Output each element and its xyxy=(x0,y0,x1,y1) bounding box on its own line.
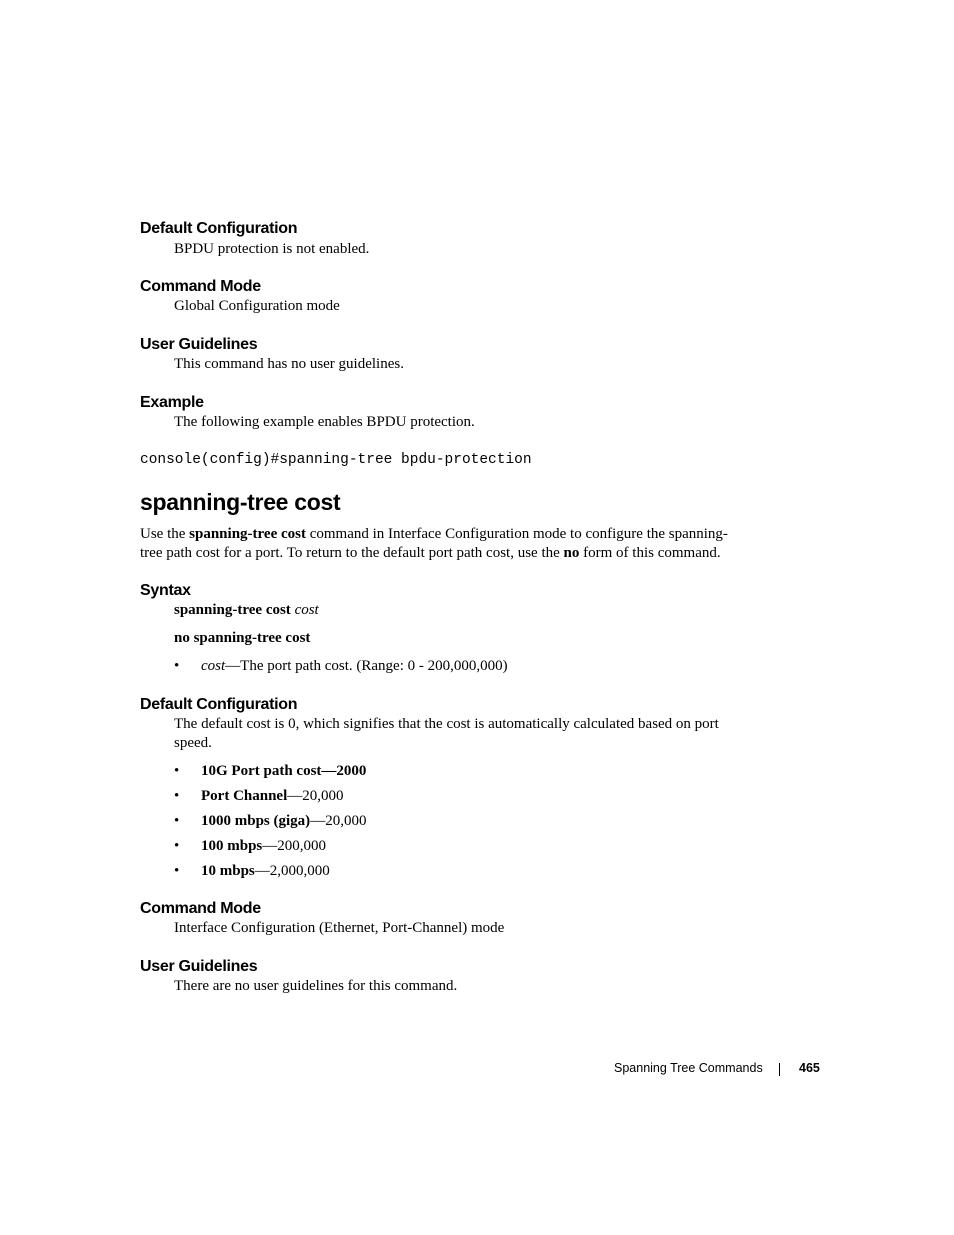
command-mode-heading-2: Command Mode xyxy=(140,900,261,917)
user-guidelines-text-2: There are no user guidelines for this command. xyxy=(174,978,458,994)
syntax-line-1: spanning-tree cost cost xyxy=(174,602,319,618)
bullet: • xyxy=(174,813,180,829)
example-code: console(config)#spanning-tree bpdu-protection xyxy=(140,452,532,468)
list-item: 1000 mbps (giga)—20,000 xyxy=(201,813,367,829)
user-guidelines-text-1: This command has no user guidelines. xyxy=(174,356,404,372)
page-number: 465 xyxy=(799,1061,820,1075)
default-config-heading-2: Default Configuration xyxy=(140,696,298,713)
list-item: 10G Port path cost—2000 xyxy=(201,763,367,779)
command-title: spanning-tree cost xyxy=(140,489,341,515)
command-mode-heading-1: Command Mode xyxy=(140,278,261,295)
example-heading: Example xyxy=(140,394,204,411)
syntax-param-desc: cost—The port path cost. (Range: 0 - 200,000,000) xyxy=(201,658,508,674)
intro-line-1: Use the spanning-tree cost command in Interface Configuration mode to configure the spanning- xyxy=(140,526,728,542)
syntax-line-2: no spanning-tree cost xyxy=(174,630,311,646)
bullet: • xyxy=(174,788,180,804)
list-item: 100 mbps—200,000 xyxy=(201,838,327,854)
default-config-text-2a: The default cost is 0, which signifies that the cost is automatically calculated based on port xyxy=(174,716,719,732)
user-guidelines-heading-1: User Guidelines xyxy=(140,336,258,353)
default-config-heading-1: Default Configuration xyxy=(140,220,298,237)
command-mode-text-1: Global Configuration mode xyxy=(174,298,340,314)
default-config-text-1: BPDU protection is not enabled. xyxy=(174,241,370,257)
default-config-text-2b: speed. xyxy=(174,735,212,751)
list-item: Port Channel—20,000 xyxy=(201,788,344,804)
bullet: • xyxy=(174,658,180,674)
bullet: • xyxy=(174,838,180,854)
command-mode-text-2: Interface Configuration (Ethernet, Port-Channel) mode xyxy=(174,920,505,936)
footer-section-name: Spanning Tree Commands xyxy=(614,1061,763,1075)
bullet: • xyxy=(174,763,180,779)
example-text: The following example enables BPDU protection. xyxy=(174,414,475,430)
user-guidelines-heading-2: User Guidelines xyxy=(140,958,258,975)
list-item: 10 mbps—2,000,000 xyxy=(201,863,330,879)
bullet: • xyxy=(174,863,180,879)
syntax-heading: Syntax xyxy=(140,582,191,599)
footer-separator xyxy=(779,1063,780,1076)
intro-line-2: tree path cost for a port. To return to the default port path cost, use the no form of this command. xyxy=(140,545,721,561)
